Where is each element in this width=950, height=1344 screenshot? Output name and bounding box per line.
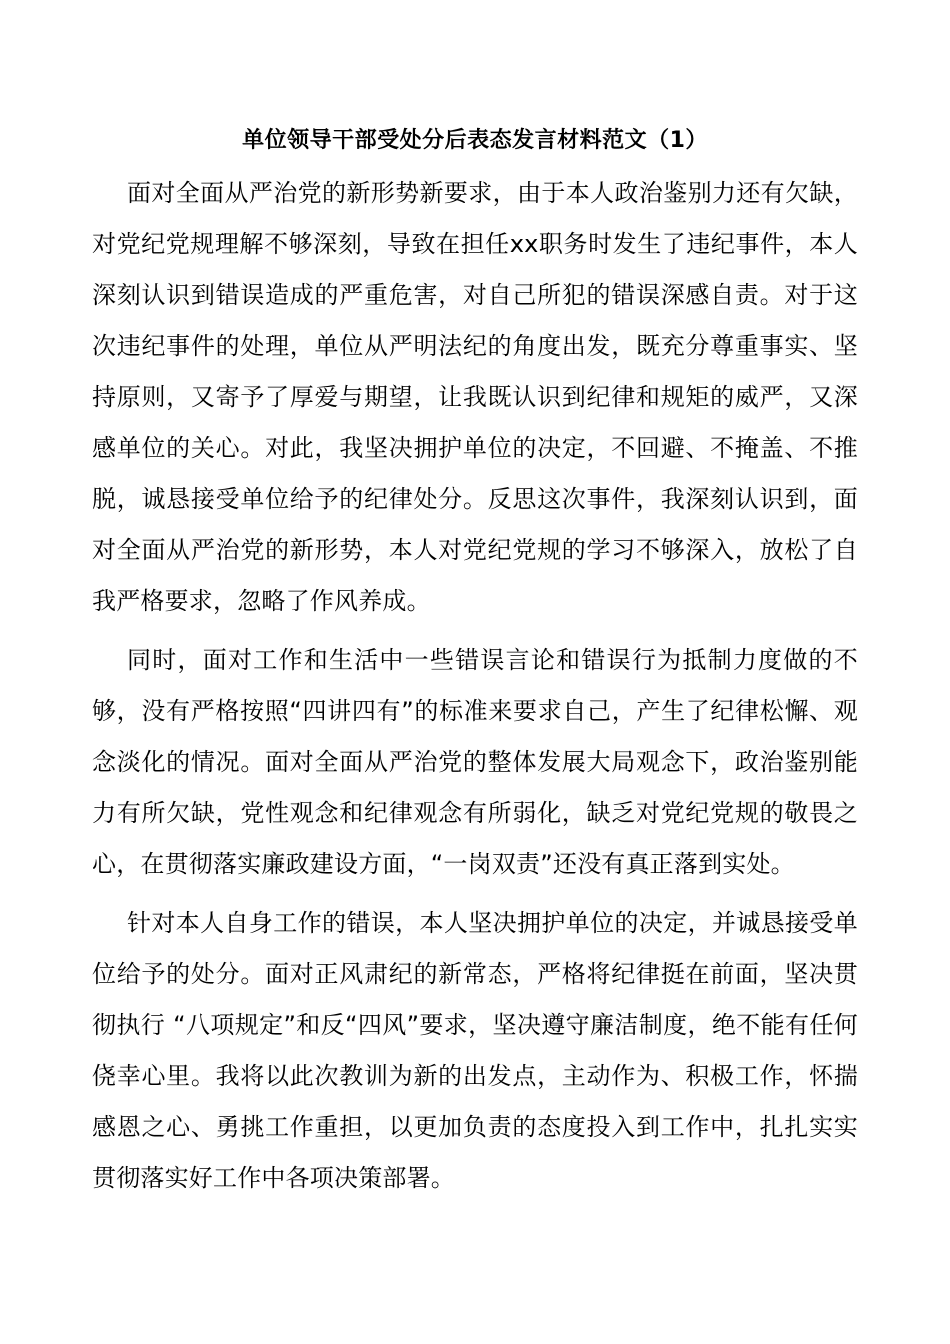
paragraph-3: 针对本人自身工作的错误，本人坚决拥护单位的决定，并诚恳接受单位给予的处分。面对正风肃纪的新常态，严格将纪律挺在前面，坚决贯彻执行 “八项规定”和反“四风”要求，坚决遵守廉洁制度，绝不能有任何侥幸心里。我将以此次教训为新的出发点，主动作为、积极工作，怀揣感恩之心、勇挑工作重担，以更加负责的态度投入到工作中，扎扎实实贯彻落实好工作中各项决策部署。 (92, 909, 858, 1192)
paragraph-2: 同时，面对工作和生活中一些错误言论和错误行为抵制力度做的不够，没有严格按照“四讲四有”的标准来要求自己，产生了纪律松懈、观念淡化的情况。面对全面从严治党的整体发展大局观念下，政治鉴别能力有所欠缺，党性观念和纪律观念有所弱化，缺乏对党纪党规的敬畏之心，在贯彻落实廉政建设方面，“一岗双责”还没有真正落到实处。 (92, 646, 858, 878)
document-title: 单位领导干部受处分后表态发言材料范文（1） (242, 128, 708, 153)
paragraph-1: 面对全面从严治党的新形势新要求，由于本人政治鉴别力还有欠缺，对党纪党规理解不够深刻，导致在担任xx职务时发生了违纪事件，本人深刻认识到错误造成的严重危害，对自己所犯的错误深感自责。对于这次违纪事件的处理，单位从严明法纪的角度出发，既充分尊重事实、坚持原则，又寄予了厚爱与期望，让我既认识到纪律和规矩的威严，又深感单位的关心。对此，我坚决拥护单位的决定，不回避、不掩盖、不推脱，诚恳接受单位给予的纪律处分。反思这次事件，我深刻认识到，面对全面从严治党的新形势，本人对党纪党规的学习不够深入，放松了自我严格要求，忽略了作风养成。 (92, 179, 858, 615)
document-page (92, 124, 858, 1212)
